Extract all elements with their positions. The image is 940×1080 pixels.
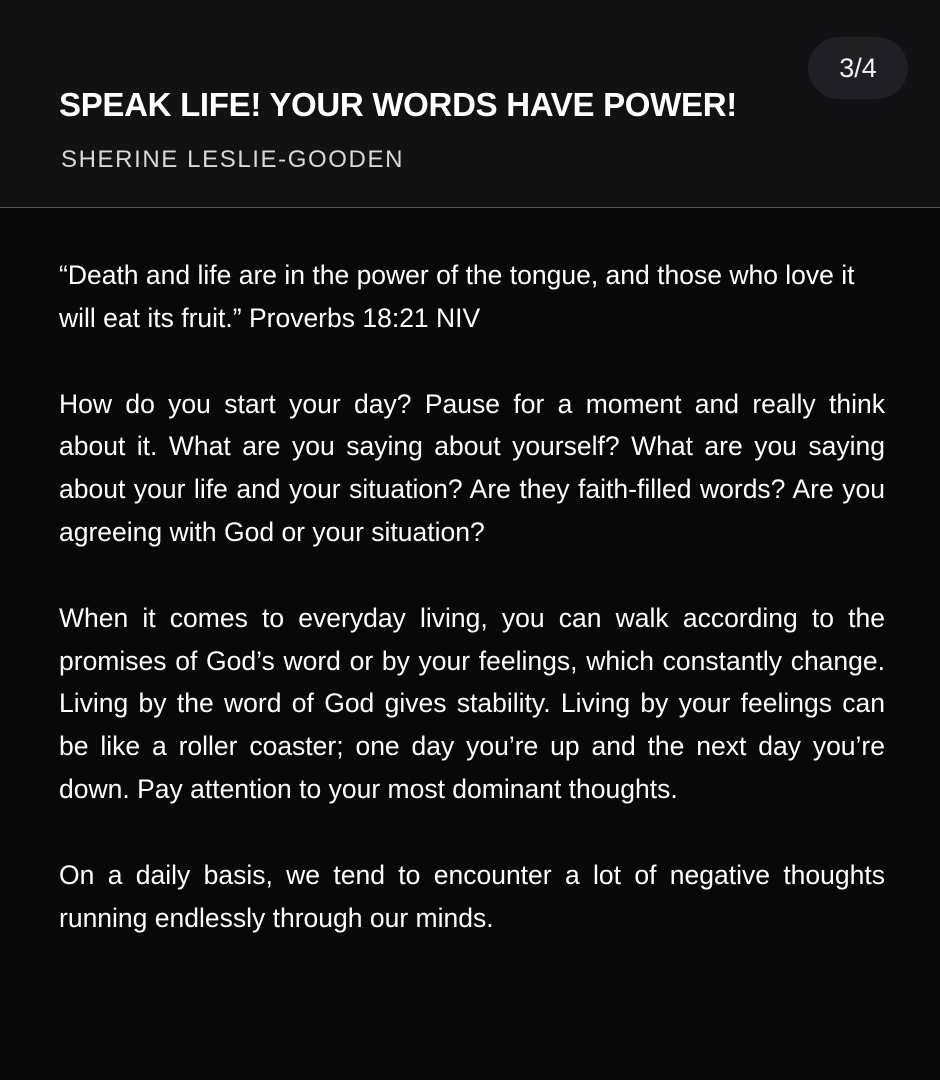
article-title: SPEAK LIFE! YOUR WORDS HAVE POWER! (59, 86, 737, 123)
article-header (0, 0, 940, 208)
page-indicator-badge: 3/4 (808, 37, 908, 99)
body-paragraph: When it comes to everyday living, you can walk according to the promises of God’s word or by your feelings, which constantly change. Living by the word of God gives stability. Living by your feelings can be like a roller coaster; one day you’re up and the next day you’re down. Pay attention to your most dominant thoughts. (59, 602, 885, 804)
article-author: SHERINE LESLIE-GOODEN (61, 146, 405, 173)
body-paragraph: On a daily basis, we tend to encounter a lot of negative thoughts running endlessly through our minds. (59, 859, 885, 933)
body-paragraph: How do you start your day? Pause for a moment and really think about it. What are you saying about yourself? What are you saying about your life and your situation? Are they faith-filled words? Are you agreeing with God or your situation? (59, 388, 885, 547)
scripture-quote-paragraph: “Death and life are in the power of the tongue, and those who love it will eat its fruit.” Proverbs 18:21 NIV (59, 260, 855, 333)
article-body (59, 254, 885, 939)
